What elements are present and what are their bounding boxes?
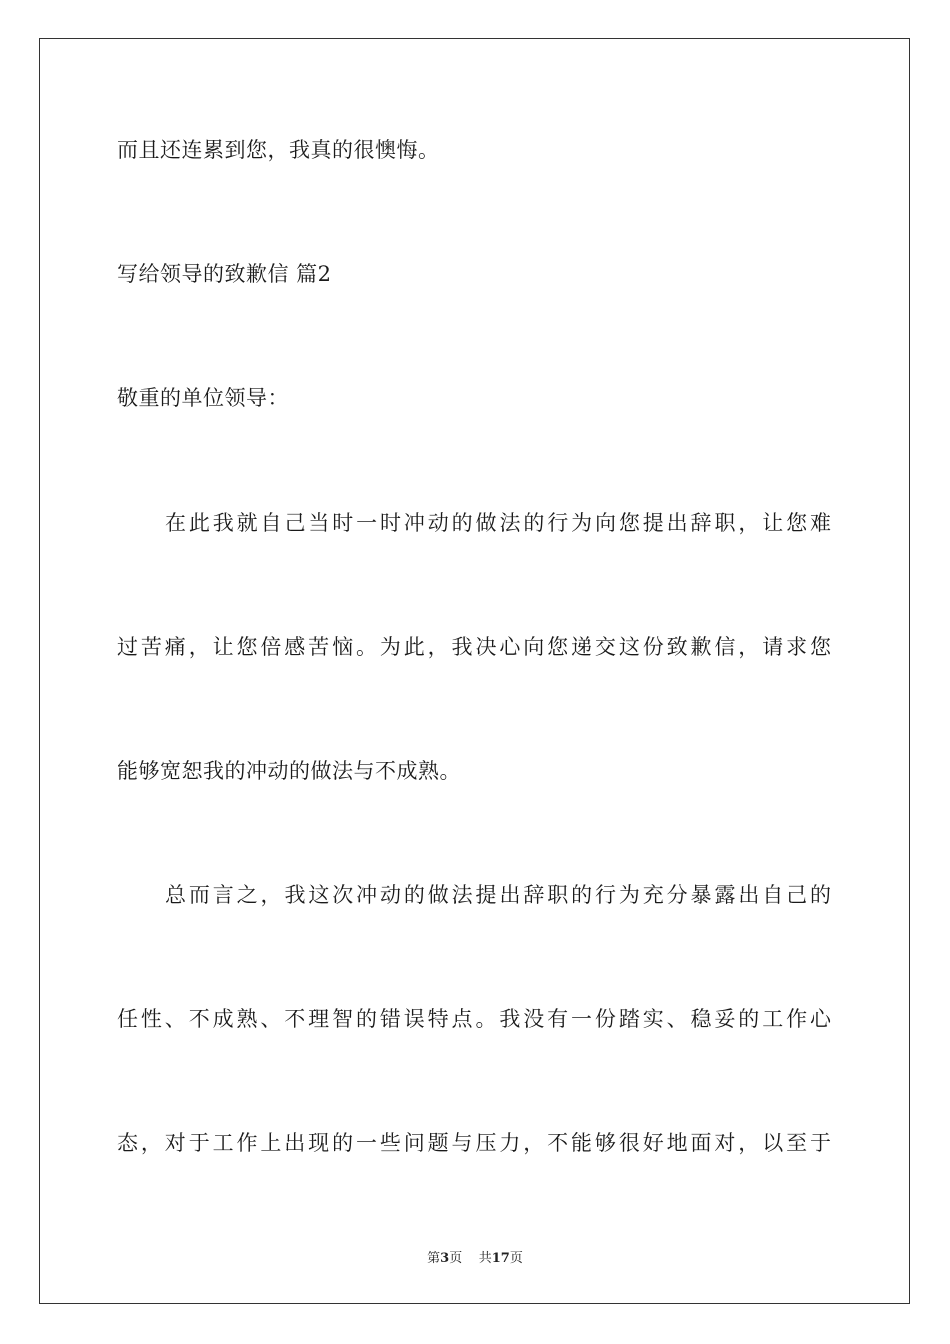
page-frame bbox=[39, 38, 910, 1304]
page-footer bbox=[0, 1247, 950, 1266]
page-suffix: 页 bbox=[449, 1251, 463, 1266]
page-prefix: 第 bbox=[427, 1251, 441, 1266]
section-heading: 写给领导的致歉信 篇2 bbox=[117, 262, 332, 286]
text-line-1: 而且还连累到您，我真的很懊悔。 bbox=[117, 138, 440, 162]
paragraph-1-line-3: 能够宽恕我的冲动的做法与不成熟。 bbox=[117, 759, 461, 783]
paragraph-1-line-2: 过苦痛，让您倍感苦恼。为此，我决心向您递交这份致歉信，请求您 bbox=[117, 635, 831, 659]
total-prefix: 共 bbox=[478, 1251, 492, 1266]
total-pages: 17 bbox=[491, 1251, 510, 1266]
paragraph-2-line-1: 总而言之，我这次冲动的做法提出辞职的行为充分暴露出自己的 bbox=[165, 883, 831, 907]
paragraph-2-line-3: 态，对于工作上出现的一些问题与压力，不能够很好地面对，以至于 bbox=[117, 1131, 831, 1155]
total-suffix: 页 bbox=[509, 1251, 523, 1266]
paragraph-2-line-2: 任性、不成熟、不理智的错误特点。我没有一份踏实、稳妥的工作心 bbox=[117, 1007, 831, 1031]
salutation: 敬重的单位领导： bbox=[117, 386, 289, 410]
paragraph-1-line-1: 在此我就自己当时一时冲动的做法的行为向您提出辞职，让您难 bbox=[165, 511, 831, 535]
page-number: 3 bbox=[440, 1251, 450, 1266]
